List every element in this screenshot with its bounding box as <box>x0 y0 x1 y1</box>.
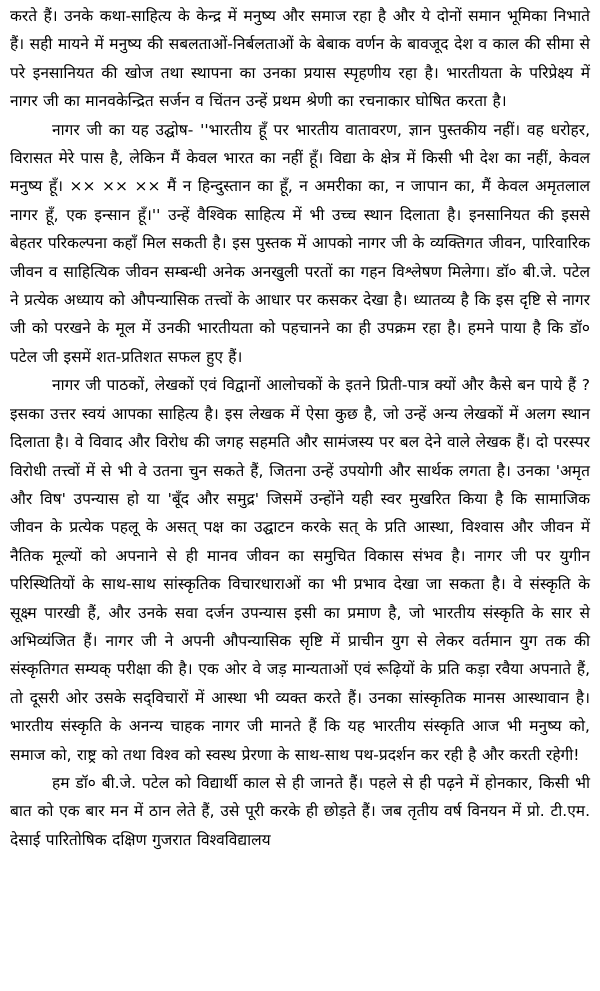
paragraph-4: हम डॉ० बी.जे. पटेल को विद्यार्थी काल से ही जानते हैं। पहले से ही पढ़ने में होनकार, किसी भी बात को एक बार मन में ठान लेते हैं, उसे पूरी करके ही छोड़ते हैं। जब तृतीय वर्ष विनयन में प्रो. टी.एम. देसाई पारितोषिक दक्षिण गुजरात विश्वविद्यालय <box>10 773 590 849</box>
paragraph-3: नागर जी पाठकों, लेखकों एवं विद्वानों आलोचकों के इतने प्रिती-पात्र क्यों और कैसे बन पाये हैं ? इसका उत्तर स्वयं आपका साहित्य है। इस लेखक में ऐसा कुछ है, जो उन्हें अन्य लेखकों में अलग स्थान दिलाता है। वे विवाद और विरोध की जगह सहमति और सामंजस्य पर बल देने वाले लेखक हैं। दो परस्पर विरोधी तत्त्वों में से भी वे उतना चुन सकते हैं, जितना उन्हें उपयोगी और सार्थक लगता है। उनका 'अमृत और विष' उपन्यास हो या 'बूँद और समुद्र' जिसमें उन्होंने यही स्वर मुखरित किया है कि सामाजिक जीवन के प्रत्येक पहलू के असत् पक्ष का उद्घाटन करके सत् के प्रति आस्था, विश्वास और जीवन में नैतिक मूल्यों को अपनाने से ही मानव जीवन का समुचित विकास संभव है। नागर जी पर युगीन परिस्थितियों के साथ-साथ सांस्कृतिक विचारधाराओं का भी प्रभाव देखा जा सकता है। वे संस्कृति के सूक्ष्म पारखी हैं, और उनके सवा दर्जन उपन्यास इसी का प्रमाण है, जो भारतीय संस्कृति के सार से अभिव्यंजित हैं। नागर जी ने अपनी औपन्यासिक सृष्टि में प्राचीन युग से लेकर वर्तमान युग तक की संस्कृतिगत सम्यक् परीक्षा की है। एक ओर वे जड़ मान्यताओं एवं रूढ़ियों के प्रति कड़ा रवैया अपनाते हैं, तो दूसरी ओर उसके सद्‌विचारों में आस्था भी व्यक्त करते हैं। उनका सांस्कृतिक मानस आस्थावान है। भारतीय संस्कृति के अनन्य चाहक नागर जी मानते हैं कि यह भारतीय संस्कृति आज भी मनुष्य को, समाज को, राष्ट्र को तथा विश्व को स्वस्थ प्रेरणा के साथ-साथ पथ-प्रदर्शन कर रही है और करती रहेगी! <box>10 376 590 764</box>
paragraph-2: नागर जी का यह उद्घोष- ''भारतीय हूँ पर भारतीय वातावरण, ज्ञान पुस्तकीय नहीं। वह धरोहर, विरासत मेरे पास है, लेकिन मैं केवल भारत का नहीं हूँ। विद्या के क्षेत्र में किसी भी देश का नहीं, केवल मनुष्य हूँ। ×× ×× ×× मैं न हिन्दुस्तान का हूँ, न अमरीका का, न जापान का, मैं केवल अमृतलाल नागर हूँ, एक इन्सान हूँ।'' उन्हें वैश्विक साहित्य में भी उच्च स्थान दिलाता है। इनसानियत की इससे बेहतर परिकल्पना कहाँ मिल सकती है। इस पुस्तक में आपको नागर जी के व्यक्तिगत जीवन, पारिवारिक जीवन व साहित्यिक जीवन सम्बन्धी अनेक अनखुली परतों का गहन विश्लेषण मिलेगा। डॉ० बी.जे. पटेल ने प्रत्येक अध्याय को औपन्यासिक तत्त्वों के आधार पर कसकर देखा है। ध्यातव्य है कि इस दृष्टि से नागर जी को परखने के मूल में उनकी भारतीयता को पहचानने का ही उपक्रम रहा है। हमने पाया है कि डॉ० पटेल जी इसमें शत-प्रतिशत सफल हुए हैं। <box>10 120 591 366</box>
paragraph-1: करते हैं। उनके कथा-साहित्य के केन्द्र में मनुष्य और समाज रहा है और ये दोनों समान भूमिका निभाते हैं। सही मायने में मनुष्य की सबलताओं-निर्बलताओं के बेबाक वर्णन के बावजूद देश व काल की सीमा से परे इनसानियत की खोज तथा स्थापना का उनका प्रयास स्पृहणीय रहा है। भारतीयता के परिप्रेक्ष्य में नागर जी का मानवकेन्द्रित सर्जन व चिंतन उन्हें प्रथम श्रेणी का रचनाकार घोषित करता है। <box>10 7 590 111</box>
